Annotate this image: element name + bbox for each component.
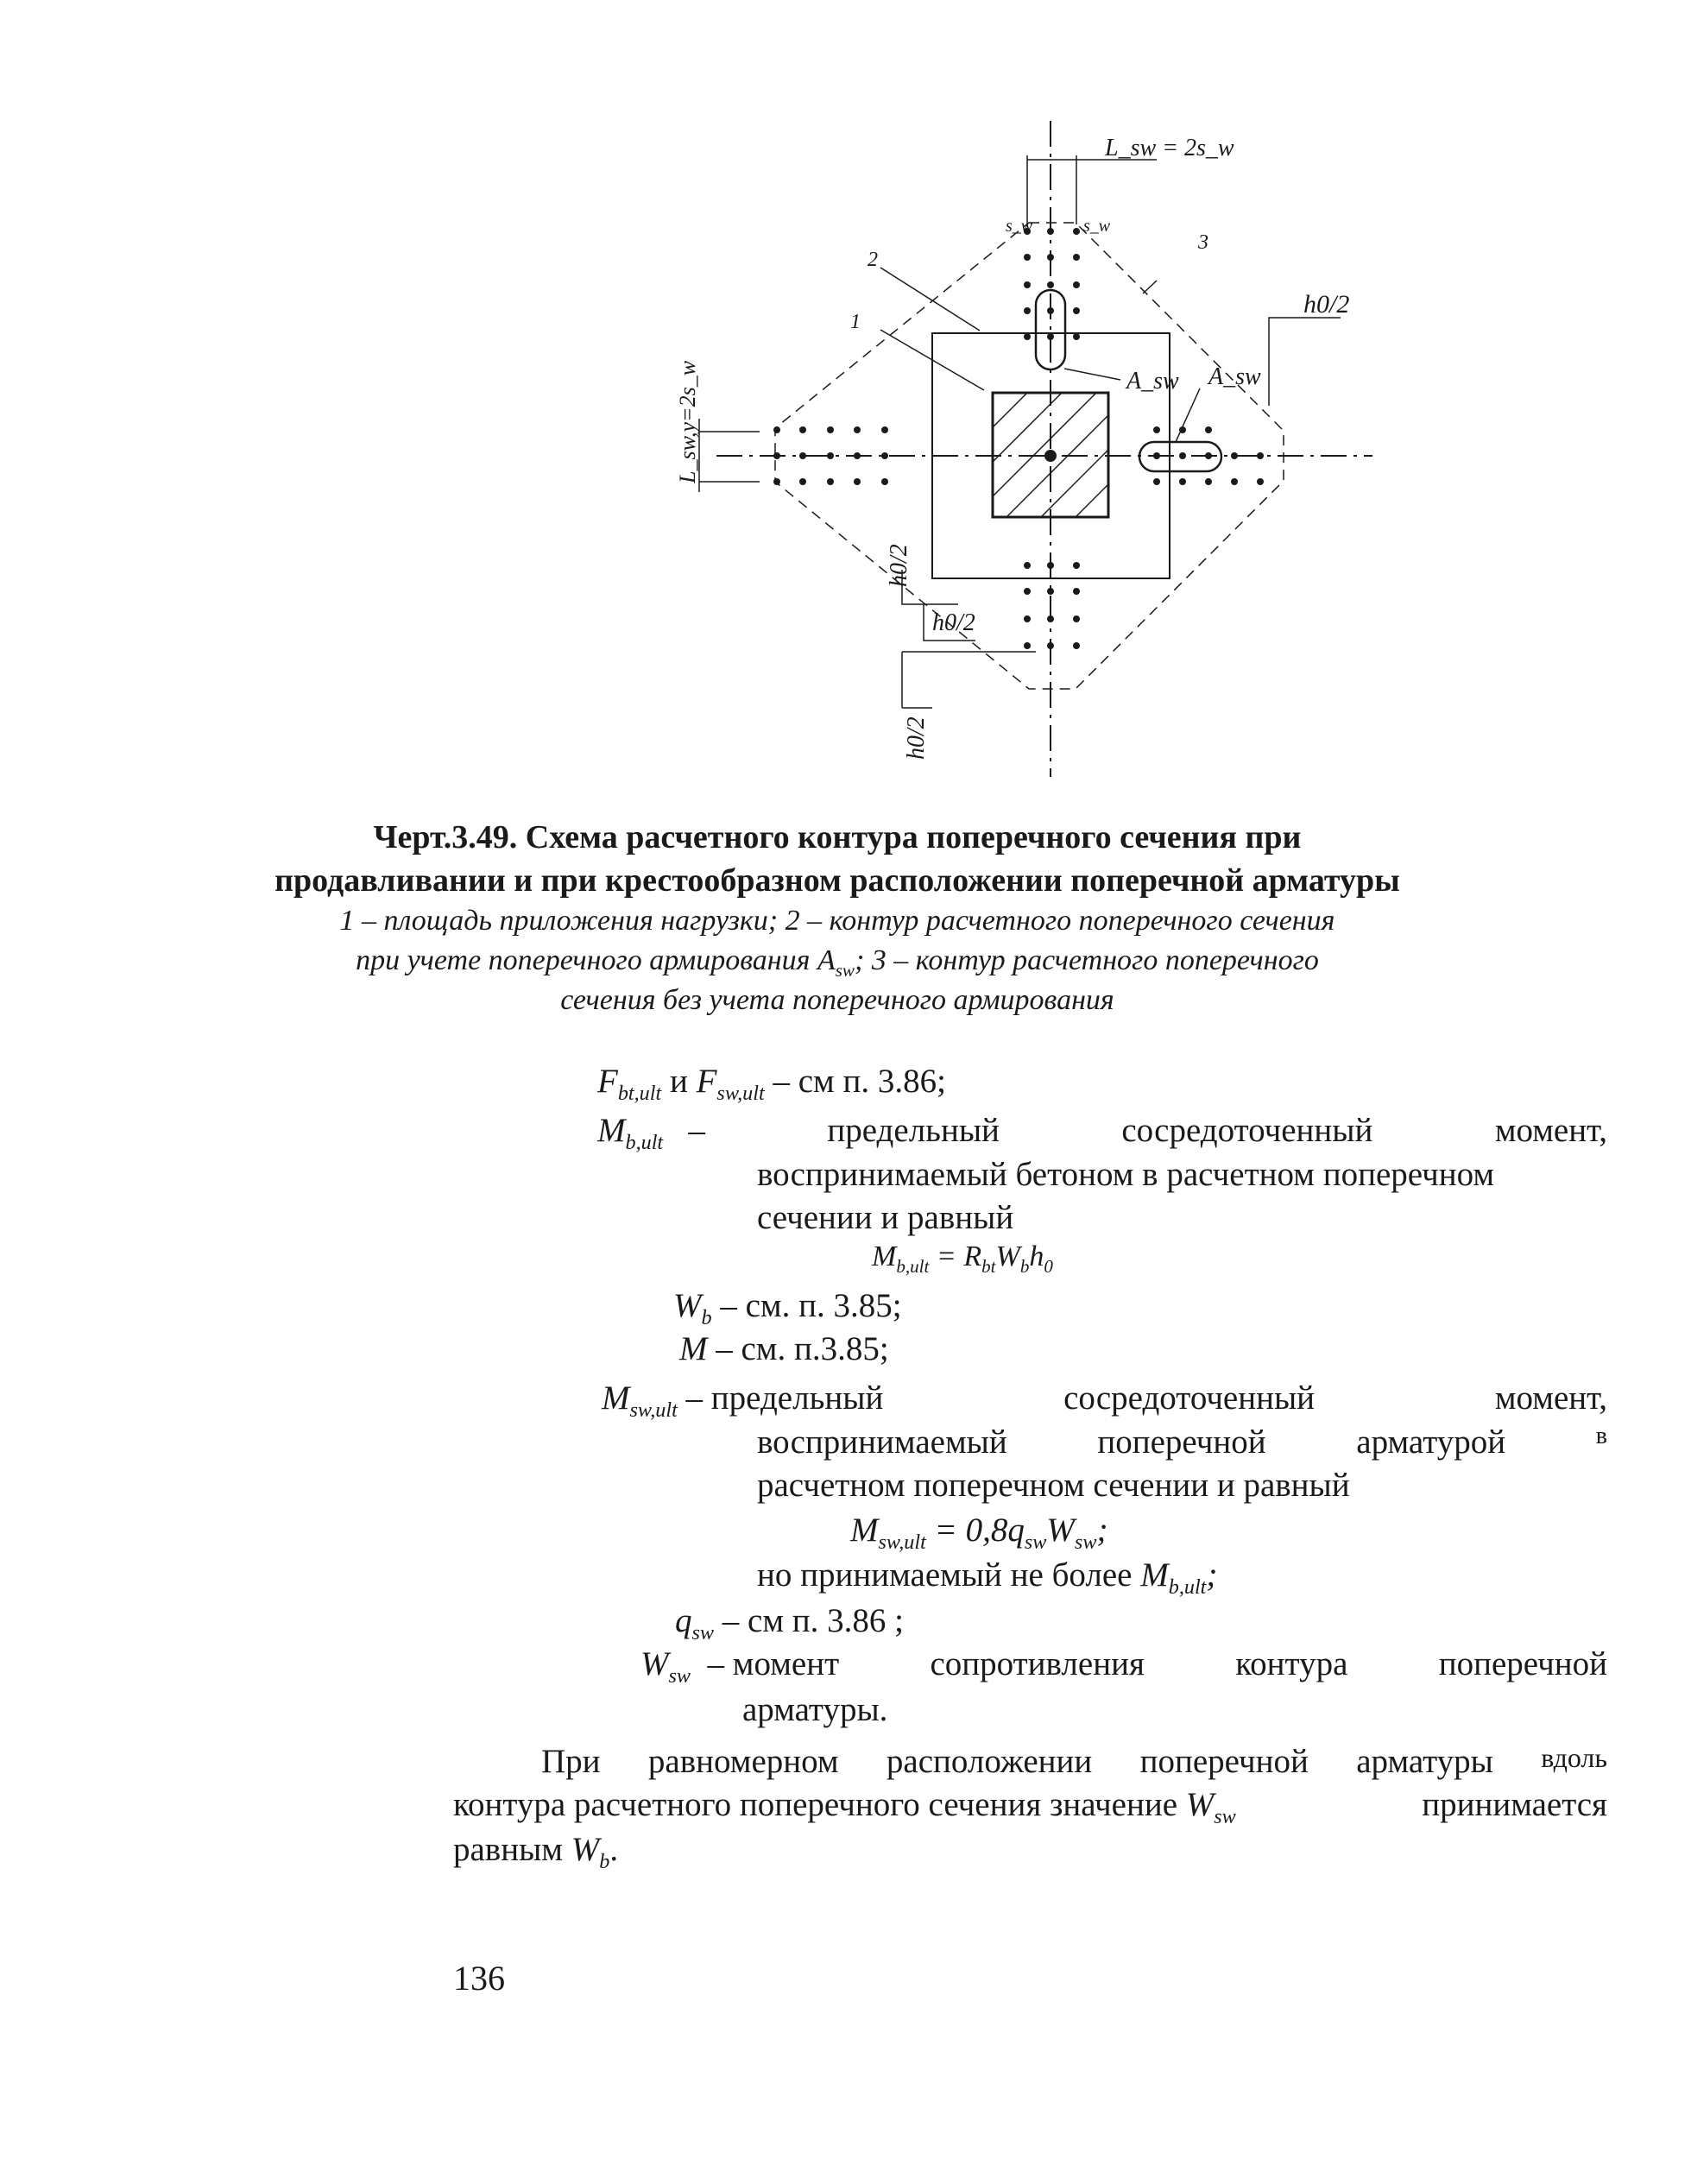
caption-title-1: Черт.3.49. Схема расчетного контура поперечного сечения при [373,819,1302,855]
label-1: 1 [850,311,861,333]
caption-legend-2: при учете поперечного армирования $A_{sw}$; 3 – контур расчетного поперечного [356,944,1319,981]
def-mb-line1: $M_{b,ult}$ – предельный сосредоточенный момент, [597,1112,1607,1154]
sw-label-left: s_w [1006,217,1033,236]
def-wsw-line1: $W_{sw}$ – момент сопротивления контура поперечной [640,1645,1607,1688]
h0-label-left: h0/2 [886,544,912,587]
asw-label-right: A_sw [1208,363,1261,390]
label-2: 2 [868,249,878,271]
sw-label-right: s_w [1083,217,1111,236]
formula-mb: $M_{b,ult} = R_{bt}W_bh_0$ [872,1240,1053,1277]
asw-label-top: A_sw [1126,368,1179,395]
h0-label-bottom: h0/2 [932,609,975,636]
def-m: M – см. п.3.85; [679,1330,889,1367]
def-msw-line2: воспринимаемый поперечной арматурой в [757,1423,1607,1461]
caption-legend-1: 1 – площадь приложения нагрузки; 2 – контур расчетного поперечного сечения [339,905,1335,937]
def-mb-line2: воспринимаемый бетоном в расчетном поперечном [757,1156,1495,1193]
def-qsw: $q_{sw}$ – см п. 3.86 ; [675,1602,904,1644]
def-msw-line5: но принимаемый не более $M_{b,ult}$; [757,1556,1218,1599]
dim-top-label: L_sw = 2s_w [1105,135,1234,161]
def-wsw-line2: арматуры. [742,1691,888,1728]
caption-legend-3: сечения без учета поперечного армирования [560,984,1114,1016]
def-msw-line3: расчетном поперечном сечении и равный [757,1467,1350,1504]
dim-left-label: L_sw,y=2s_w [675,360,700,483]
def-mb-line3: сечении и равный [757,1199,1014,1236]
formula-msw: $M_{sw,ult} = 0,8q_{sw}W_{sw}$; [850,1512,1108,1554]
def-msw-line1: $M_{sw,ult}$ – предельный сосредоточенный момент, [602,1379,1607,1422]
def-wb: $W_b$ – см. п. 3.85; [673,1287,902,1329]
paragraph-line3: равным $W_b$. [453,1831,619,1873]
reinforcement-dots [773,228,1264,649]
caption-title-2: продавливании и при крестообразном расположении поперечной арматуры [274,862,1400,899]
h0-label-right: h0/2 [1303,290,1350,319]
def-f: $F_{bt,ult}$ и $F_{sw,ult}$ – см п. 3.86; [597,1063,946,1105]
paragraph-line2: контура расчетного поперечного сечения значение $W_{sw}$ принимается [453,1786,1607,1828]
paragraph-line1: При равномерном расположении поперечной арматуры вдоль [541,1742,1607,1780]
page-number: 136 [453,1959,505,1998]
label-3: 3 [1198,231,1208,254]
h0-label-bottom-left: h0/2 [903,716,930,760]
reinforcement-contour-diagram [673,121,1407,794]
